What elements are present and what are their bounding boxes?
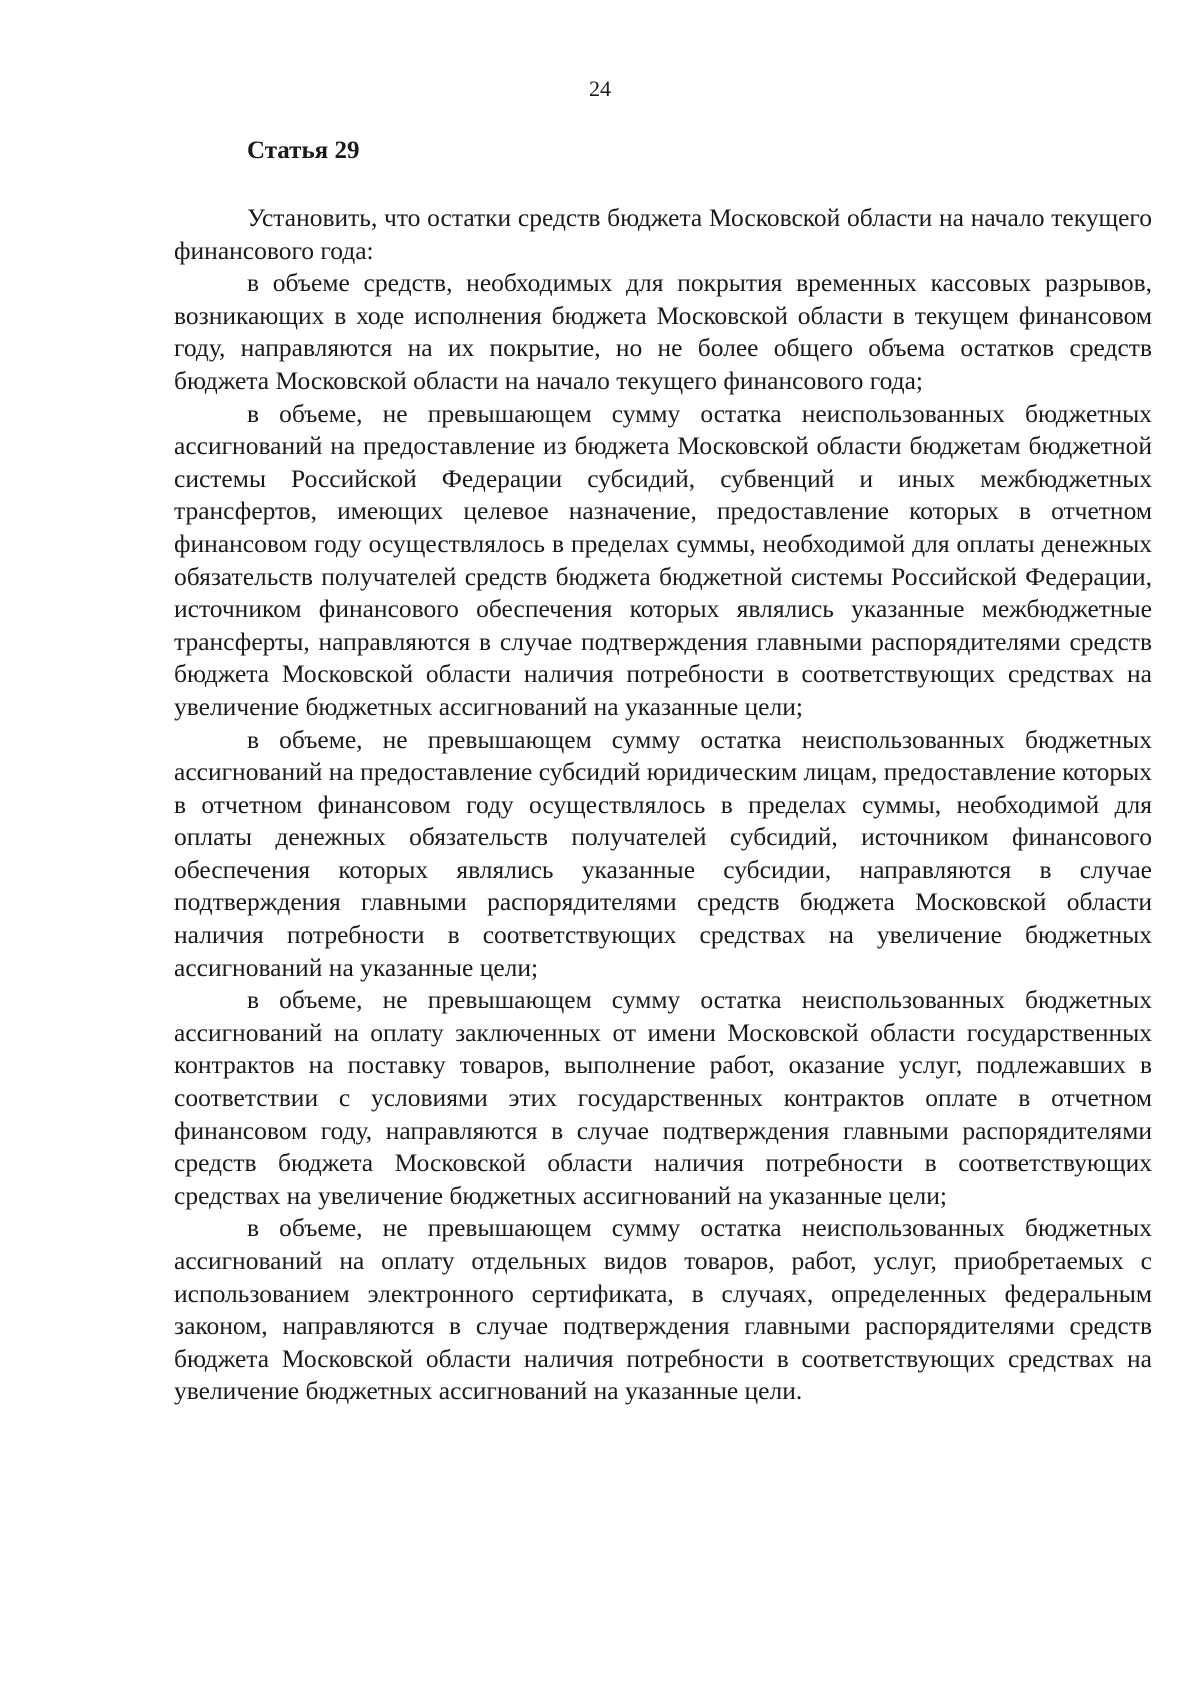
page-number: 24	[589, 76, 611, 101]
paragraph-electronic-certificate: в объеме, не превышающем сумму остатка неиспользованных бюджетных ассигнований на оплату отдельных видов товаров, работ, услуг, приобретаемых с использованием электронного сертификата, в случаях, определенных федеральным законом, направляются в случае подтверждения главными распорядителями средств бюджета Московской области наличия потребности в соответствующих средствах на увеличение бюджетных ассигнований на указанные цели.	[174, 1213, 1152, 1406]
article-heading: Статья 29	[247, 137, 360, 164]
paragraph-cash-gaps: в объеме средств, необходимых для покрытия временных кассовых разрывов, возникающих в ходе исполнения бюджета Московской области в текущем финансовом году, направляются на их покрытие, но не более общего объема остатков средств бюджета Московской области на начало текущего финансового года;	[174, 268, 1152, 395]
paragraph-legal-entity-subsidies: в объеме, не превышающем сумму остатка неиспользованных бюджетных ассигнований на предоставление субсидий юридическим лицам, предоставление которых в отчетном финансовом году осуществлялось в пределах суммы, необходимой для оплаты денежных обязательств получателей субсидий, источником финансового обеспечения которых являлись указанные субсидии, направляются в случае подтверждения главными распорядителями средств бюджета Московской области наличия потребности в соответствующих средствах на увеличение бюджетных ассигнований на указанные цели;	[174, 724, 1152, 982]
paragraph-interbudget-transfers: в объеме, не превышающем сумму остатка неиспользованных бюджетных ассигнований на предоставление из бюджета Московской области бюджетам бюджетной системы Российской Федерации субсидий, субвенций и иных межбюджетных трансфертов, имеющих целевое назначение, предоставление которых в отчетном финансовом году осуществлялось в пределах суммы, необходимой для оплаты денежных обязательств получателей средств бюджета бюджетной системы Российской Федерации, источником финансового обеспечения которых являлись указанные межбюджетные трансферты, направляются в случае подтверждения главными распорядителями средств бюджета Московской области наличия потребности в соответствующих средствах на увеличение бюджетных ассигнований на указанные цели;	[174, 398, 1152, 721]
paragraph-intro: Установить, что остатки средств бюджета Московской области на начало текущего финансового года:	[174, 203, 1152, 265]
article-body	[174, 202, 1152, 1408]
paragraph-state-contracts: в объеме, не превышающем сумму остатка неиспользованных бюджетных ассигнований на оплату заключенных от имени Московской области государственных контрактов на поставку товаров, выполнение работ, оказание услуг, подлежавших в соответствии с условиями этих государственных контрактов оплате в отчетном финансовом году, направляются в случае подтверждения главными распорядителями средств бюджета Московской области наличия потребности в соответствующих средствах на увеличение бюджетных ассигнований на указанные цели;	[174, 985, 1152, 1210]
